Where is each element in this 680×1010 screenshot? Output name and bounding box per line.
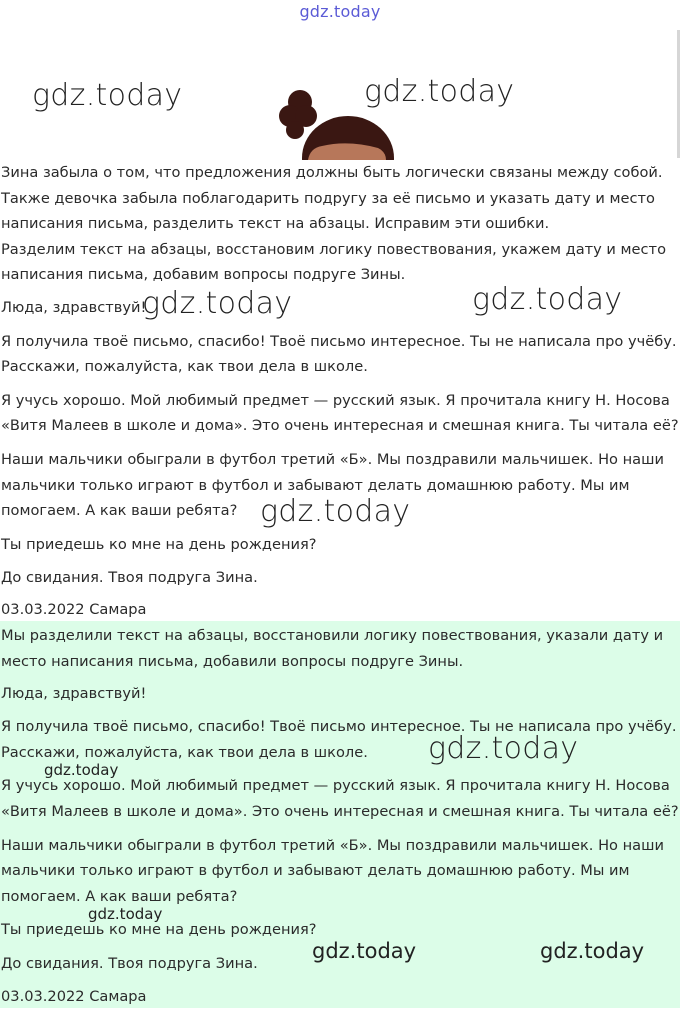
watermark: gdz.today	[364, 74, 515, 109]
watermark: gdz.today	[312, 939, 417, 963]
explanation-line: написания письма, разделить текст на абзацы. Исправим эти ошибки.	[1, 215, 550, 232]
explanation-line: Разделим текст на абзацы, восстановим логику повествования, укажем дату и место	[1, 241, 666, 258]
explanation-line: Также девочка забыла поблагодарить подругу за её письмо и указать дату и место	[1, 190, 655, 207]
letter-paragraph-4: Ты приедешь ко мне на день рождения?	[1, 536, 317, 553]
answer-paragraph-1: Я получила твоё письмо, спасибо! Твоё письмо интересное. Ты не написала про учёбу.	[1, 718, 677, 735]
watermark: gdz.today	[88, 905, 163, 923]
site-link[interactable]: gdz.today	[299, 2, 381, 21]
letter-paragraph-1: Расскажи, пожалуйста, как твои дела в школе.	[1, 358, 368, 375]
letter-paragraph-2: Я учусь хорошо. Мой любимый предмет — русский язык. Я прочитала книгу Н. Носова	[1, 392, 670, 409]
watermark: gdz.today	[32, 78, 183, 113]
girl-head-icon	[270, 86, 400, 160]
answer-paragraph-3: мальчики только играют в футбол и забывают делать домашнюю работу. Мы им	[1, 862, 630, 879]
explanation-line: написания письма, добавим вопросы подруге Зины.	[1, 266, 406, 283]
watermark: gdz.today	[44, 761, 119, 779]
letter-greeting: Люда, здравствуй!	[1, 299, 147, 316]
answer-paragraph-2: «Витя Малеев в школе и дома». Это очень интересная и смешная книга. Ты читала её?	[1, 803, 679, 820]
letter-date-place: 03.03.2022 Самара	[1, 601, 147, 618]
answer-greeting: Люда, здравствуй!	[1, 685, 147, 702]
answer-date-place: 03.03.2022 Самара	[1, 988, 147, 1005]
letter-paragraph-3: мальчики только играют в футбол и забывают делать домашнюю работу. Мы им	[1, 477, 630, 494]
answer-intro: место написания письма, добавили вопросы подруге Зины.	[1, 653, 464, 670]
answer-closing: До свидания. Твоя подруга Зина.	[1, 955, 258, 972]
watermark: gdz.today	[142, 286, 293, 321]
letter-paragraph-1: Я получила твоё письмо, спасибо! Твоё письмо интересное. Ты не написала про учёбу.	[1, 333, 677, 350]
letter-paragraph-3: помогаем. А как ваши ребята?	[1, 502, 238, 519]
watermark: gdz.today	[260, 494, 411, 529]
answer-paragraph-4: Ты приедешь ко мне на день рождения?	[1, 921, 317, 938]
letter-paragraph-2: «Витя Малеев в школе и дома». Это очень интересная и смешная книга. Ты читала её?	[1, 417, 679, 434]
answer-intro: Мы разделили текст на абзацы, восстановили логику повествования, указали дату и	[1, 627, 664, 644]
watermark: gdz.today	[472, 282, 623, 317]
answer-paragraph-1: Расскажи, пожалуйста, как твои дела в школе.	[1, 744, 368, 761]
answer-paragraph-3: помогаем. А как ваши ребята?	[1, 888, 238, 905]
answer-paragraph-2: Я учусь хорошо. Мой любимый предмет — русский язык. Я прочитала книгу Н. Носова	[1, 777, 670, 794]
letter-closing: До свидания. Твоя подруга Зина.	[1, 569, 258, 586]
watermark: gdz.today	[540, 939, 645, 963]
letter-paragraph-3: Наши мальчики обыграли в футбол третий «Б». Мы поздравили мальчишек. Но наши	[1, 451, 664, 468]
answer-paragraph-3: Наши мальчики обыграли в футбол третий «Б». Мы поздравили мальчишек. Но наши	[1, 837, 664, 854]
watermark: gdz.today	[428, 731, 579, 766]
explanation-line: Зина забыла о том, что предложения должны быть логически связаны между собой.	[1, 164, 663, 181]
